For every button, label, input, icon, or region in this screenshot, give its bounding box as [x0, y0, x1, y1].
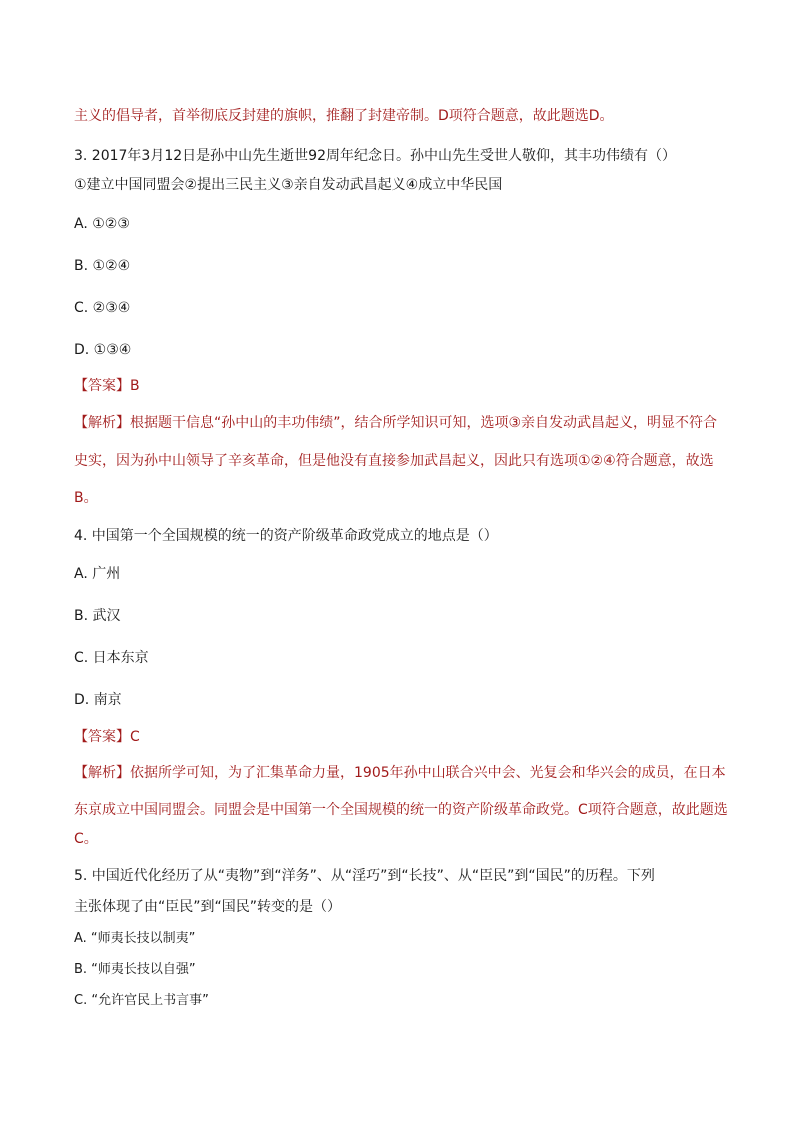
q3-explanation-line-3: B。	[74, 490, 98, 506]
q4-answer: 【答案】C	[74, 729, 140, 745]
q5-option-c: C. “允许官民上书言事”	[74, 993, 209, 1008]
q5-option-a: A. “师夷长技以制夷”	[74, 931, 196, 946]
q4-option-a: A. 广州	[74, 566, 121, 582]
q3-option-d: D. ①③④	[74, 342, 132, 358]
prev-explanation-tail: 主义的倡导者，首举彻底反封建的旗帜，推翻了封建帝制。D项符合题意，故此题选D。	[74, 108, 614, 124]
q5-stem-line-1: 5. 中国近代化经历了从“夷物”到“洋务”、从“淫巧”到“长技”、从“臣民”到“国民”的历程。下列	[74, 868, 655, 884]
q3-items: ①建立中国同盟会②提出三民主义③亲自发动武昌起义④成立中华民国	[74, 177, 503, 193]
q4-explanation-line-1: 【解析】依据所学可知，为了汇集革命力量，1905年孙中山联合兴中会、光复会和华兴会的成员，在日本	[74, 765, 726, 781]
q3-option-c: C. ②③④	[74, 300, 131, 316]
q4-explanation-line-2: 东京成立中国同盟会。同盟会是中国第一个全国规模的统一的资产阶级革命政党。C项符合题意，故此题选	[74, 802, 728, 818]
q4-option-b: B. 武汉	[74, 608, 121, 624]
q3-option-b: B. ①②④	[74, 258, 131, 274]
q3-explanation-line-2: 史实，因为孙中山领导了辛亥革命，但是他没有直接参加武昌起义，因此只有选项①②④符合题意，故选	[74, 453, 714, 469]
q3-answer: 【答案】B	[74, 378, 140, 394]
q3-option-a: A. ①②③	[74, 216, 130, 232]
q3-explanation-line-1: 【解析】根据题干信息“孙中山的丰功伟绩”，结合所学知识可知，选项③亲自发动武昌起义，明显不符合	[74, 415, 718, 431]
q4-option-c: C. 日本东京	[74, 650, 149, 666]
q5-option-b: B. “师夷长技以自强”	[74, 962, 196, 977]
q4-explanation-line-3: C。	[74, 831, 98, 847]
q4-option-d: D. 南京	[74, 692, 122, 708]
q3-stem: 3. 2017年3月12日是孙中山先生逝世92周年纪念日。孙中山先生受世人敬仰，其丰功伟绩有（）	[74, 148, 676, 164]
q5-stem-line-2: 主张体现了由“臣民”到“国民”转变的是（）	[74, 899, 342, 915]
q4-stem: 4. 中国第一个全国规模的统一的资产阶级革命政党成立的地点是（）	[74, 528, 498, 544]
